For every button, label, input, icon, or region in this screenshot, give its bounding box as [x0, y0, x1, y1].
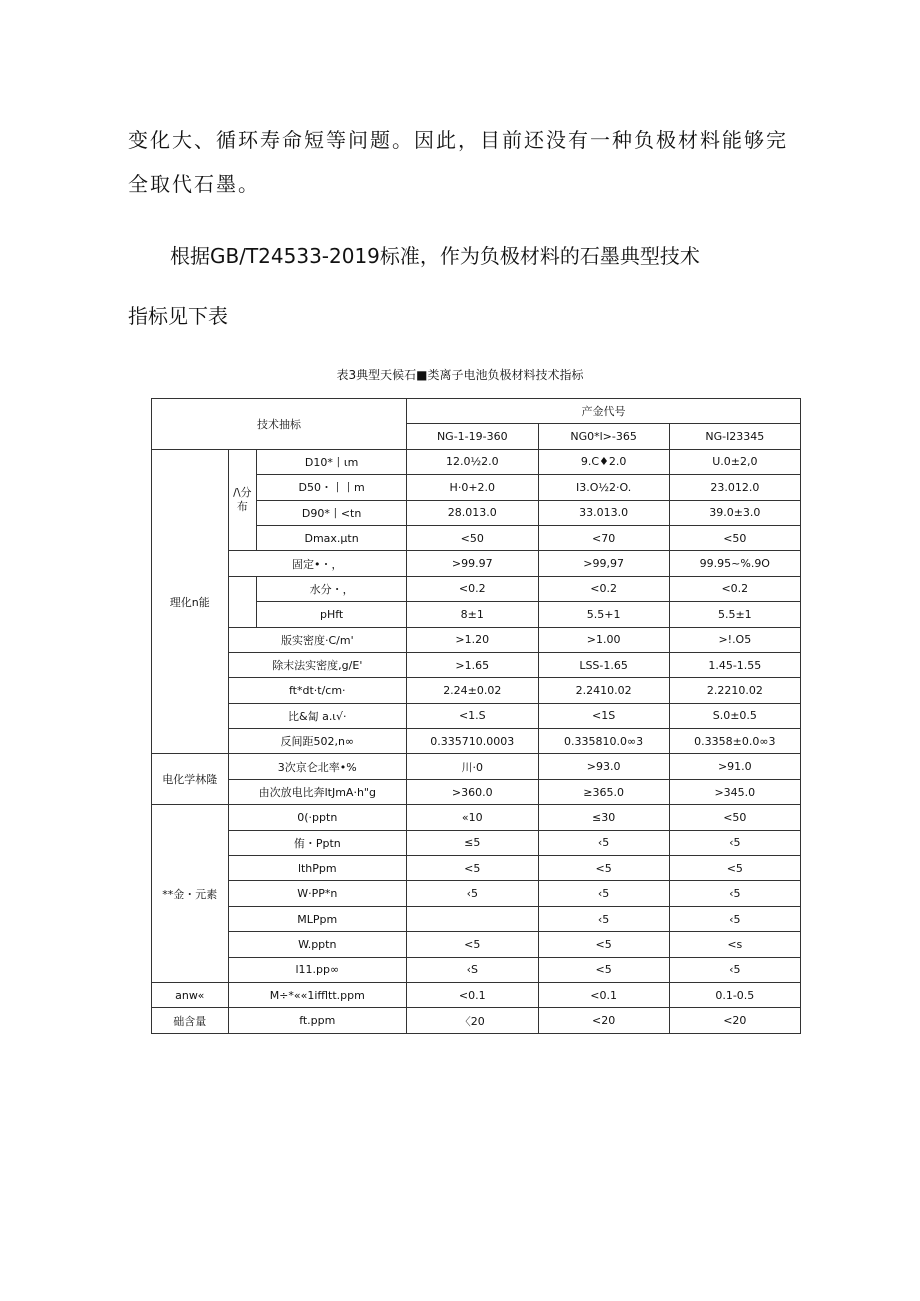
row-value: <5	[407, 932, 538, 957]
section-heading-line-2: 指标见下表	[128, 304, 228, 328]
header-product-code: 产金代号	[407, 399, 801, 424]
row-value: <5	[669, 856, 800, 881]
row-value: 0.335710.0003	[407, 729, 538, 754]
row-value: <0.2	[407, 576, 538, 601]
row-value: ‹S	[407, 957, 538, 982]
row-value: 2.24±0.02	[407, 678, 538, 703]
row-value: >!.O5	[669, 627, 800, 652]
table-row	[152, 982, 801, 1007]
row-item: ft*dt·t/cm·	[228, 678, 407, 703]
row-value: >93.0	[538, 754, 669, 779]
row-value: 0.335810.0∞3	[538, 729, 669, 754]
group-electro: 电化学林隆	[152, 754, 229, 805]
spec-table	[151, 398, 801, 1034]
header-product-2: NG0*l>-365	[538, 424, 669, 449]
row-item: 版实密度·C/m'	[228, 627, 407, 652]
row-value: ‹5	[538, 906, 669, 931]
table-row	[152, 957, 801, 982]
table-row	[152, 906, 801, 931]
row-value: 39.0±3.0	[669, 500, 800, 525]
row-item: pHft	[257, 602, 407, 627]
row-value: ‹5	[538, 881, 669, 906]
row-value: <0.1	[538, 982, 669, 1007]
blank-cell	[228, 576, 257, 627]
row-value: <50	[669, 525, 800, 550]
table-row	[152, 729, 801, 754]
row-value: 33.013.0	[538, 500, 669, 525]
table-row	[152, 652, 801, 677]
table-row	[152, 754, 801, 779]
table-row	[152, 830, 801, 855]
body-paragraph: 变化大、循环寿命短等问题。因此，目前还没有一种负极材料能够完全取代石墨。	[128, 128, 788, 196]
row-value: LSS-1.65	[538, 652, 669, 677]
row-value: 川·0	[407, 754, 538, 779]
row-value: 5.5+1	[538, 602, 669, 627]
group-sulfur: 础含量	[152, 1008, 229, 1033]
row-value: <5	[407, 856, 538, 881]
row-value: ≥365.0	[538, 779, 669, 804]
row-item: 3次京仑北率•%	[228, 754, 407, 779]
row-item: D90*丨<tn	[257, 500, 407, 525]
row-value: <5	[538, 856, 669, 881]
row-value: <50	[407, 525, 538, 550]
row-value: >91.0	[669, 754, 800, 779]
section-heading-line-1: 根据GB/T24533-2019标准，作为负极材料的石墨典型技术	[170, 244, 700, 268]
row-value: ≤30	[538, 805, 669, 830]
row-value: 2.2410.02	[538, 678, 669, 703]
row-value: <20	[538, 1008, 669, 1033]
row-value: >99,97	[538, 551, 669, 576]
row-value: ‹5	[669, 830, 800, 855]
row-value: <50	[669, 805, 800, 830]
row-value: ‹5	[669, 881, 800, 906]
row-value: «10	[407, 805, 538, 830]
row-item: 比&匐 a.ι√·	[228, 703, 407, 728]
table-row	[152, 576, 801, 601]
row-value: <0.1	[407, 982, 538, 1007]
row-value: >1.00	[538, 627, 669, 652]
table-row	[152, 627, 801, 652]
table-row	[152, 779, 801, 804]
row-value: >1.65	[407, 652, 538, 677]
row-item: W.pptn	[228, 932, 407, 957]
row-value: >360.0	[407, 779, 538, 804]
group-metal: **金・元素	[152, 805, 229, 983]
row-item: 侑・Pptn	[228, 830, 407, 855]
row-value: 0.3358±0.0∞3	[669, 729, 800, 754]
row-value: 2.2210.02	[669, 678, 800, 703]
row-value: <s	[669, 932, 800, 957]
row-value: 12.0½2.0	[407, 449, 538, 474]
row-value: <1.S	[407, 703, 538, 728]
row-value: ‹5	[538, 830, 669, 855]
table-caption: 表3典型天候石■类离子电池负极材料技术指标	[336, 368, 584, 382]
row-value: H·0+2.0	[407, 475, 538, 500]
row-item: 由次放电比奔ltJmA·h"g	[228, 779, 407, 804]
row-value: >99.97	[407, 551, 538, 576]
row-item: l11.pp∞	[228, 957, 407, 982]
row-value: <0.2	[538, 576, 669, 601]
row-item: 除末法实密度,g/E'	[228, 652, 407, 677]
row-value: ‹5	[407, 881, 538, 906]
table-row	[152, 1008, 801, 1033]
row-item: lthPpm	[228, 856, 407, 881]
table-row	[152, 551, 801, 576]
table-row	[152, 856, 801, 881]
group-fenbu: /\分布	[228, 449, 257, 551]
table-row	[152, 932, 801, 957]
row-item: W·PP*n	[228, 881, 407, 906]
row-item: 0(·pptn	[228, 805, 407, 830]
row-value: >345.0	[669, 779, 800, 804]
row-value: 8±1	[407, 602, 538, 627]
row-value	[407, 906, 538, 931]
row-value: <0.2	[669, 576, 800, 601]
header-product-1: NG-1-19-360	[407, 424, 538, 449]
table-row	[152, 449, 801, 474]
row-value: 23.012.0	[669, 475, 800, 500]
table-row	[152, 881, 801, 906]
row-item: Dmax.μtn	[257, 525, 407, 550]
row-value: ≤5	[407, 830, 538, 855]
group-anw: anw«	[152, 982, 229, 1007]
table-header-row	[152, 399, 801, 424]
row-item: ft.ppm	[228, 1008, 407, 1033]
table-row	[152, 703, 801, 728]
row-value: 5.5±1	[669, 602, 800, 627]
row-value: <70	[538, 525, 669, 550]
row-value: 〈20	[407, 1008, 538, 1033]
header-product-3: NG-I23345	[669, 424, 800, 449]
table-row	[152, 678, 801, 703]
row-item: 水分・，	[257, 576, 407, 601]
row-value: <5	[538, 932, 669, 957]
group-physical: 理化n能	[152, 449, 229, 754]
row-value: ‹5	[669, 957, 800, 982]
table-row	[152, 805, 801, 830]
row-value: I3.O½2·O.	[538, 475, 669, 500]
row-value: <5	[538, 957, 669, 982]
header-tech-label: 技术抽标	[152, 399, 407, 450]
row-item: 固定•・，	[228, 551, 407, 576]
row-item: M÷*««1iffltt.ppm	[228, 982, 407, 1007]
row-value: >1.20	[407, 627, 538, 652]
row-item: 反间距502,n∞	[228, 729, 407, 754]
row-value: 9.C♦2.0	[538, 449, 669, 474]
row-value: 99.95~%.9O	[669, 551, 800, 576]
row-value: 28.013.0	[407, 500, 538, 525]
row-value: U.0±2,0	[669, 449, 800, 474]
row-value: 1.45-1.55	[669, 652, 800, 677]
row-item: D50・丨丨m	[257, 475, 407, 500]
row-value: ‹5	[669, 906, 800, 931]
row-value: S.0±0.5	[669, 703, 800, 728]
row-value: <20	[669, 1008, 800, 1033]
row-item: MLPpm	[228, 906, 407, 931]
row-value: 0.1-0.5	[669, 982, 800, 1007]
row-value: <1S	[538, 703, 669, 728]
row-item: D10*丨ιm	[257, 449, 407, 474]
